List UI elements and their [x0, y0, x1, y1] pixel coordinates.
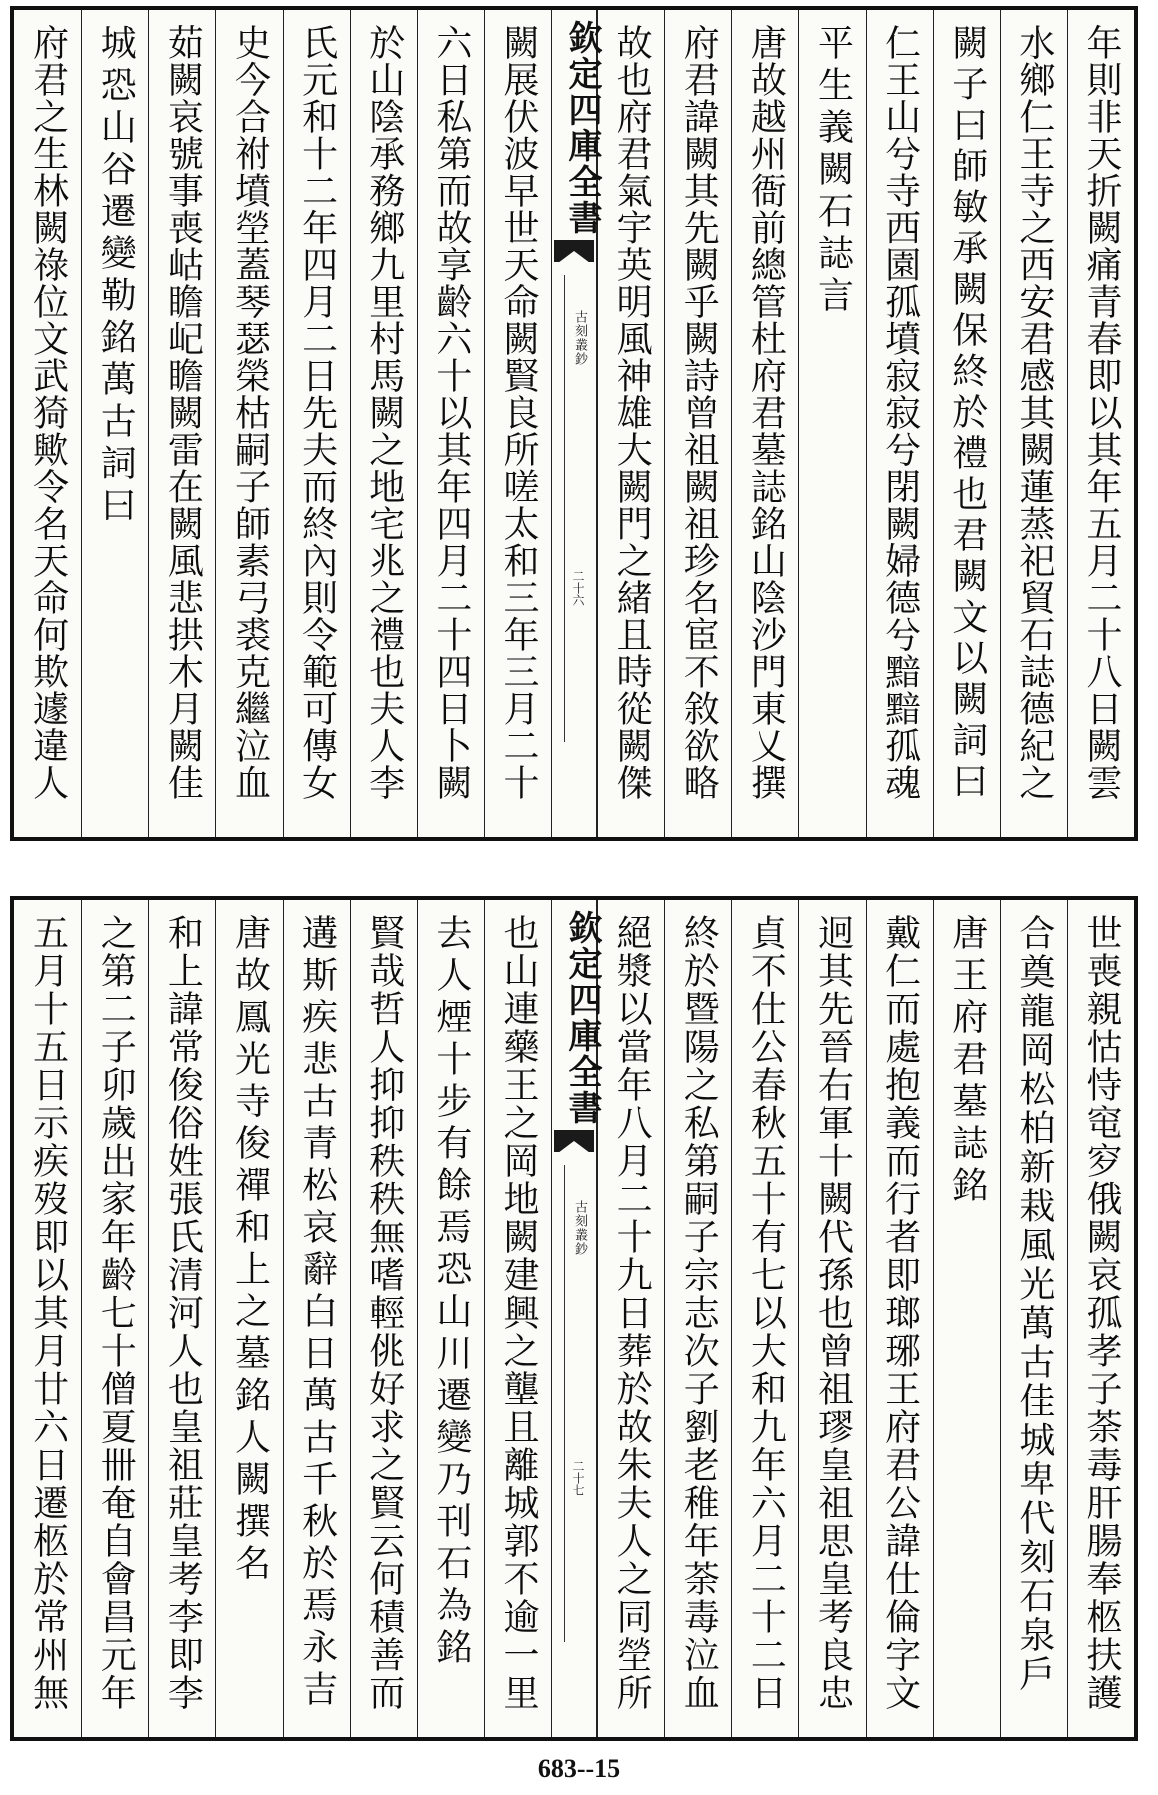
column-text: 闕子曰師敏承闕保終於禮也君闕文以闕詞曰: [946, 24, 988, 803]
page-number: 683--15: [537, 1754, 621, 1783]
column-text: 迥其先晉右軍十闕代孫也曾祖璆皇祖思皇考良忠: [812, 914, 854, 1712]
fishtail-mark: [554, 1130, 594, 1152]
bottom-text-column: [866, 900, 933, 1737]
column-text: 去人煙十步有餘焉恐山川遷變乃刊石為銘: [430, 914, 472, 1670]
column-text: 五月十五日示疾歿即以其月廿六日遷柩於常州無: [27, 914, 69, 1712]
column-text: 貞不仕公春秋五十有七以大和九年六月二十二日: [745, 914, 787, 1712]
column-text: 唐王府君墓誌銘: [946, 914, 988, 1208]
gutter-rule: [564, 1165, 565, 1642]
bottom-text-column: [484, 900, 551, 1737]
column-text: 和上諱常俊俗姓張氏清河人也皇祖莊皇考李即李: [162, 914, 204, 1712]
bottom-text-column: [283, 900, 350, 1737]
bottom-text-column: [215, 900, 282, 1737]
column-text: 戴仁而處抱義而行者即瑯琊王府君公諱仕倫字文: [879, 914, 921, 1712]
bottom-text-column: [798, 900, 865, 1737]
column-text: 仁王山兮寺西園孤墳寂寂兮閉闕婦德兮黯黯孤魂: [879, 24, 921, 801]
bottom-text-column: [350, 900, 417, 1737]
top-text-column: [664, 10, 731, 837]
column-text: 六日私第而故享齡六十以其年四月二十四日卜闕: [430, 24, 472, 801]
bottom-text-column: [148, 900, 215, 1737]
gutter-book-title: 欽定四庫全書: [562, 20, 602, 236]
top-text-column: [1000, 10, 1067, 837]
fishtail-mark: [554, 240, 594, 262]
top-text-column: [215, 10, 282, 837]
column-text: 闕展伏波早世天命闕賢良所嗟太和三年三月二十: [497, 24, 539, 801]
column-text: 史今合祔墳塋蓋琴瑟榮枯嗣子師素弓裘克繼泣血: [229, 24, 271, 801]
top-text-column: [484, 10, 551, 837]
top-text-column: [597, 10, 664, 837]
bottom-text-column: [14, 900, 81, 1737]
top-text-column: [866, 10, 933, 837]
bottom-text-column: [417, 900, 484, 1737]
gutter-book-title: 欽定四庫全書: [562, 910, 602, 1126]
bottom-text-column: [597, 900, 664, 1737]
gutter-subtitle: 古刻叢鈔: [572, 310, 587, 366]
top-text-column: [731, 10, 798, 837]
bottom-text-column: [933, 900, 1000, 1737]
top-text-column: [1067, 10, 1134, 837]
top-text-column: [148, 10, 215, 837]
gutter-page-number: 二十六: [571, 570, 585, 606]
book-gutter: [551, 900, 602, 1737]
column-text: 故也府君氣宇英明風神雄大闕門之緒且時從闕傑: [611, 24, 653, 801]
column-text: 茹闕哀號事喪岵瞻屺瞻闕雷在闕風悲拱木月闕佳: [162, 24, 204, 801]
top-page-panel: [10, 6, 1138, 841]
column-text: 之第二子卯歲出家年齡七十僧夏卌奄自會昌元年: [95, 914, 137, 1712]
bottom-text-columns: [14, 900, 1134, 1737]
column-text: 年則非天折闕痛青春即以其年五月二十八日闕雲: [1080, 24, 1122, 801]
column-text: 絕漿以當年八月二十九日葬於故朱夫人之同塋所: [611, 914, 653, 1712]
bottom-text-column: [81, 900, 148, 1737]
column-text: 水鄉仁王寺之西安君感其闕蓮蒸祀貿石誌德紀之: [1013, 24, 1055, 801]
top-text-columns: [14, 10, 1134, 837]
top-text-column: [14, 10, 81, 837]
column-text: 遘斯疾悲古青松哀辭白日萬古千秋於焉永吉: [296, 914, 338, 1712]
bottom-text-column: [1067, 900, 1134, 1737]
bottom-text-column: [664, 900, 731, 1737]
top-text-column: [81, 10, 148, 837]
column-text: 氏元和十二年四月二日先夫而終內則令範可傳女: [296, 24, 338, 801]
bottom-text-column: [731, 900, 798, 1737]
bottom-text-column: [1000, 900, 1067, 1737]
column-text: 於山陰承務鄉九里村馬闕之地宅兆之禮也夫人李: [363, 24, 405, 801]
column-text: 賢哉哲人抑抑秩秩無嗜輕佻好求之賢云何積善而: [363, 914, 405, 1712]
column-text: 府君諱闕其先闕乎闕詩曾祖闕祖珍名宦不敘欲略: [678, 24, 720, 801]
column-text: 終於暨陽之私第嗣子宗志次子劉老稚年荼毒泣血: [678, 914, 720, 1712]
gutter-rule: [564, 275, 565, 742]
bottom-page-panel: [10, 896, 1138, 1741]
top-text-column: [283, 10, 350, 837]
gutter-page-number: 二十七: [571, 1460, 585, 1496]
column-text: 唐故鳳光寺俊禪和上之墓銘人闕撰名: [229, 914, 271, 1586]
column-text: 唐故越州衙前總管杜府君墓誌銘山陰沙門東乂撰: [745, 24, 787, 801]
column-text: 平生義闕石誌言: [812, 24, 854, 318]
column-text: 府君之生林闕祿位文武猗歟令名天命何欺遽違人: [27, 24, 69, 801]
column-text: 世喪親怙恃窀穸俄闕哀孤孝子荼毒肝腸奉柩扶護: [1080, 914, 1122, 1712]
top-text-column: [350, 10, 417, 837]
column-text: 城恐山谷遷變勒銘萬古詞曰: [95, 24, 137, 528]
top-text-column: [933, 10, 1000, 837]
book-gutter: [551, 10, 602, 837]
column-text: 合奠龍岡松柏新栽風光萬古佳城卑代刻石泉戶: [1013, 914, 1055, 1694]
top-text-column: [417, 10, 484, 837]
top-text-column: [798, 10, 865, 837]
column-text: 也山連藥王之岡地闕建興之壟且離城郭不逾一里: [497, 914, 539, 1712]
gutter-subtitle: 古刻叢鈔: [572, 1200, 587, 1256]
